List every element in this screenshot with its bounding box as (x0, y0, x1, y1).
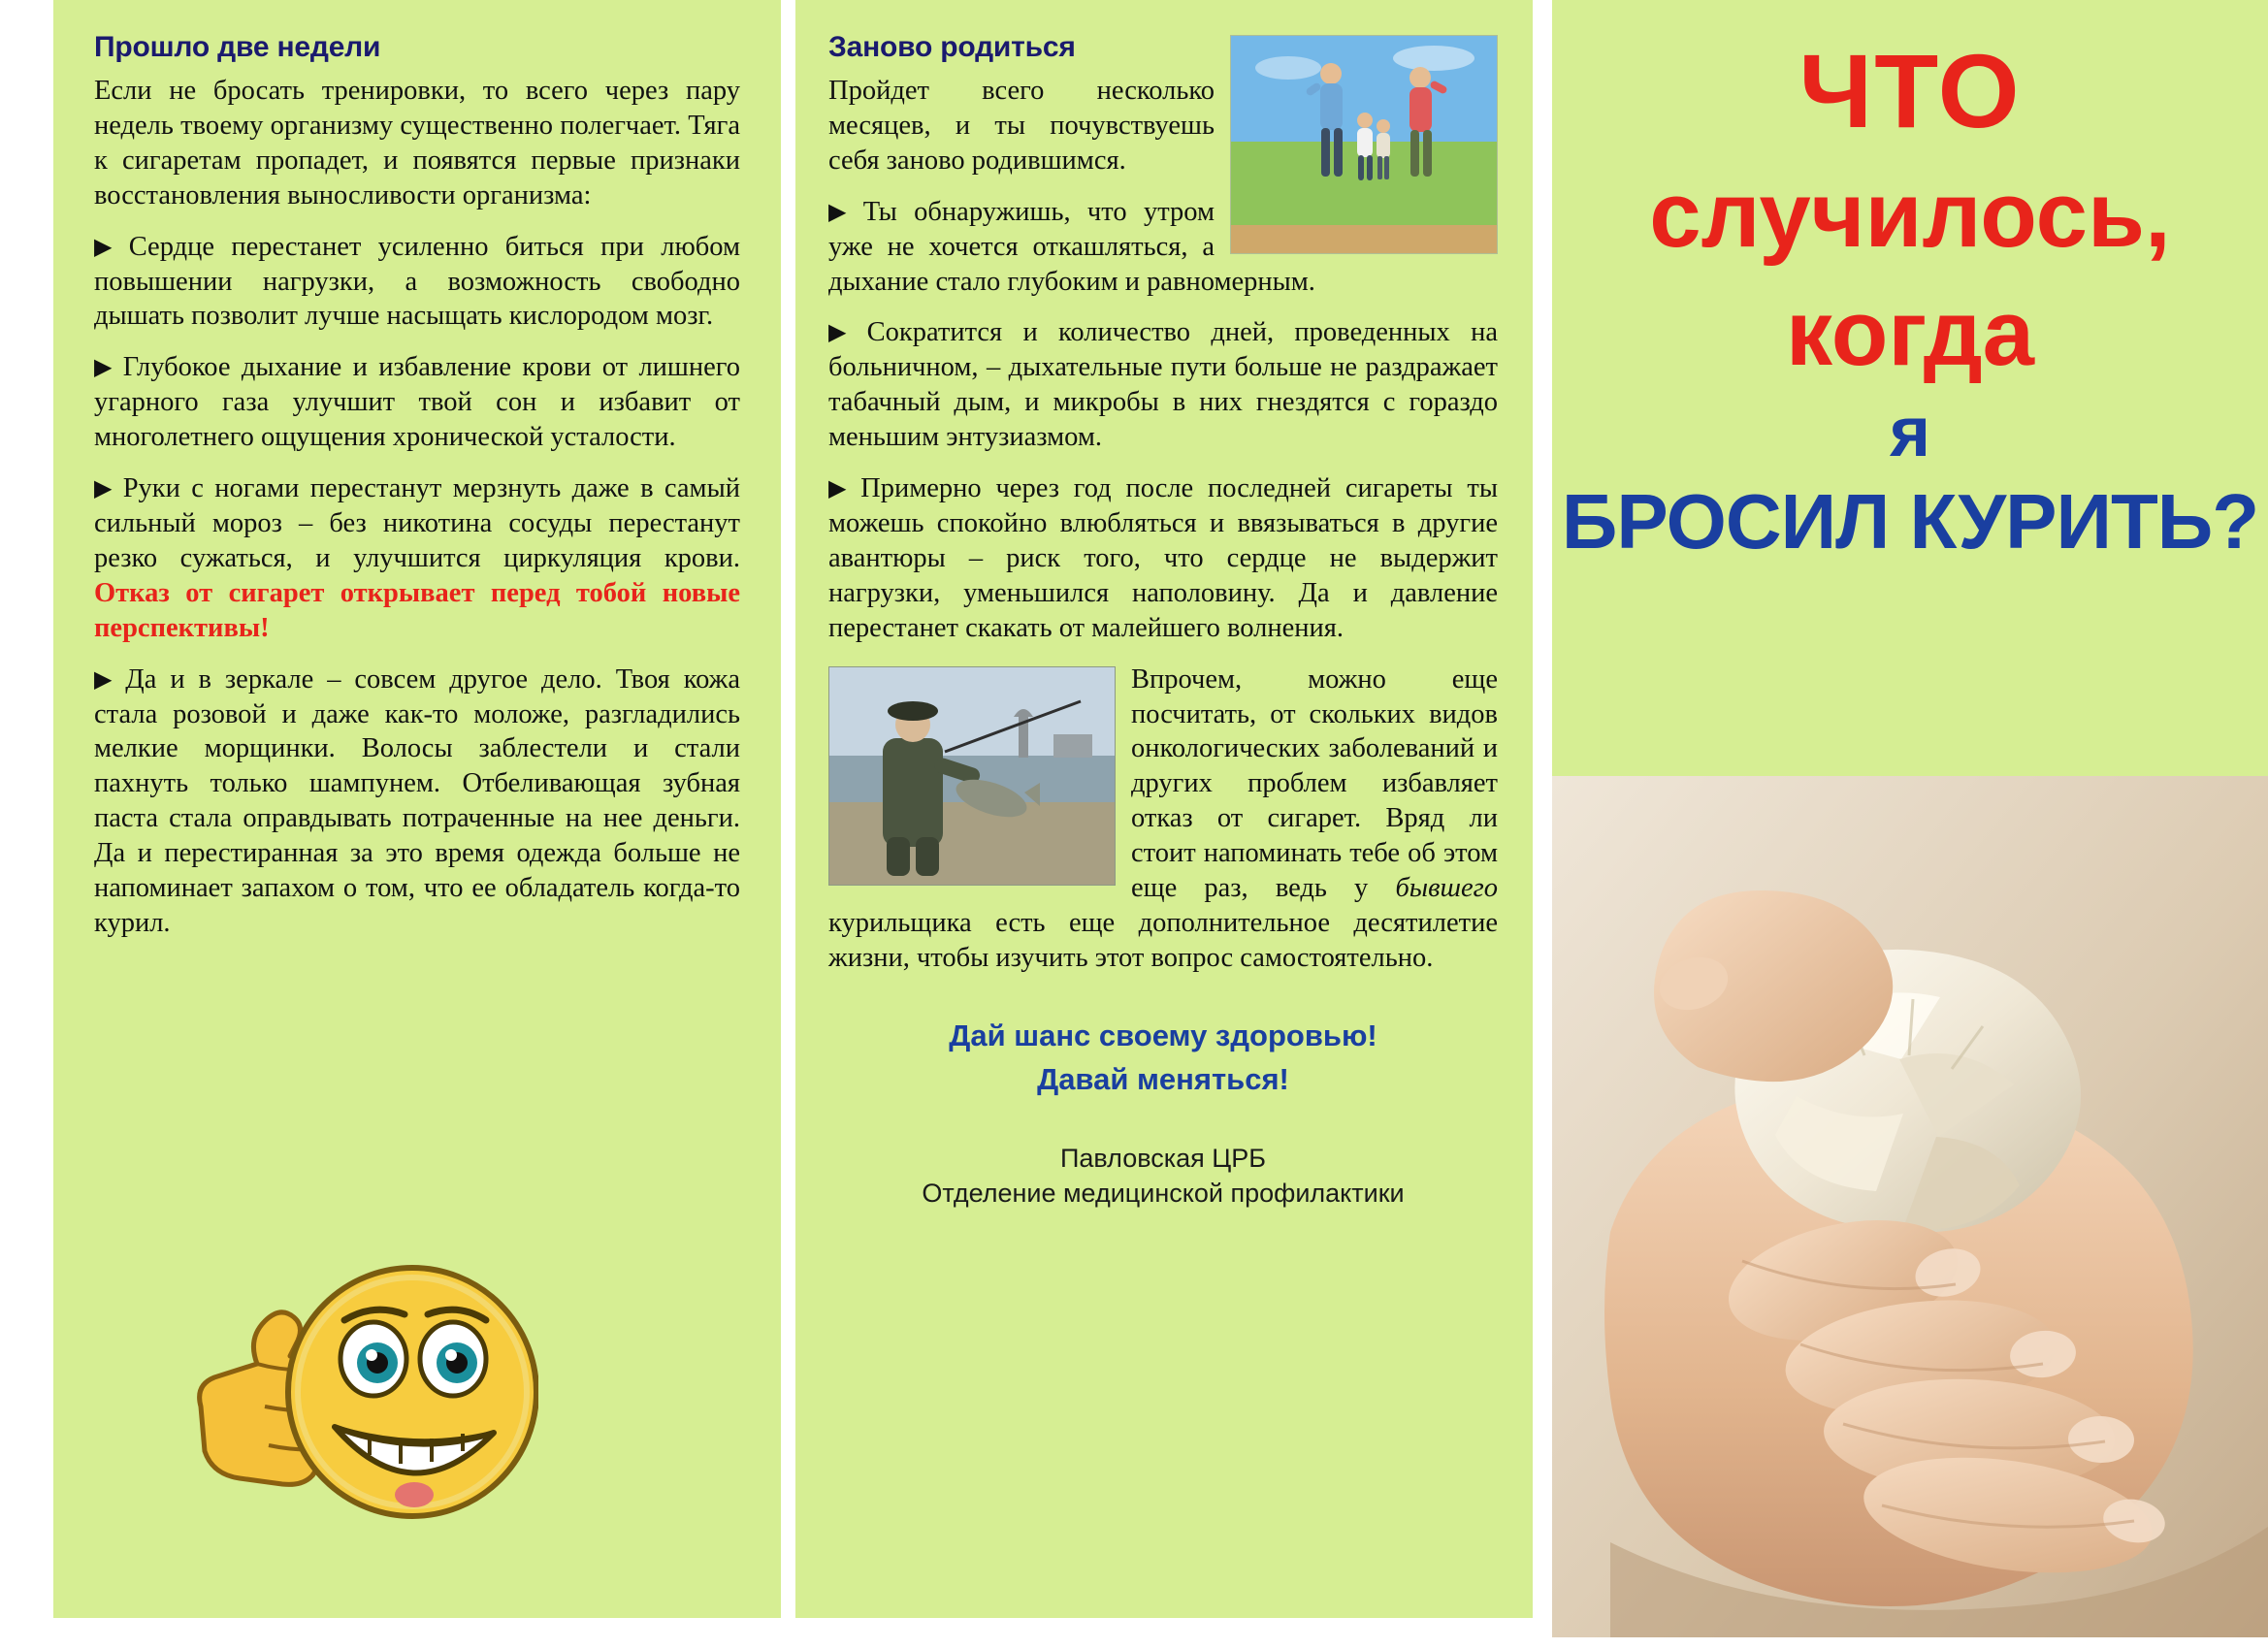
panel-left-highlight: Отказ от сигарет открывает перед тобой новые перспективы! (94, 577, 740, 643)
signature-line-2: Отделение медицинской профилактики (922, 1179, 1405, 1209)
signature-line-1: Павловская ЦРБ (1059, 1143, 1266, 1173)
signature-block (828, 1141, 1498, 1212)
closing-text-part2: курильщика есть еще дополнительное десятилетие жизни, чтобы изучить этот вопрос самостоятельно. (828, 907, 1498, 973)
bullet-marker-icon: ▶ (828, 474, 855, 502)
hands-crushing-cigarette-pack-photo (1552, 776, 2268, 1637)
smiley-thumbs-up-icon (189, 1237, 538, 1537)
panel-middle-bullet-3 (828, 471, 1498, 646)
panel-right-cover (1552, 0, 2268, 1637)
cta-block (828, 1015, 1498, 1102)
panel-middle (795, 0, 1533, 1618)
panel-middle-bullet-1-text: Ты обнаружишь, что утром уже не хочется откашляться, а дыхание стало глубоким и равномерным. (828, 196, 1315, 297)
bullet-marker-icon: ▶ (94, 232, 122, 260)
panel-middle-bullet-3-text: Примерно через год после последней сигареты ты можешь спокойно влюбляться и ввязываться в другие авантюры – риск того, что сердце не выдержит нагрузки, уменьшился наполовину. Да и давление перестанет скакать от малейшего волнения. (828, 473, 1498, 643)
closing-text-italic: бывшего (1395, 873, 1498, 904)
panel-left-intro: Если не бросать тренировки, то всего через пару недель твоему организму существенно полегчает. Тяга к сигаретам пропадет, и появятся первые признаки восстановления выносливости организма: (94, 76, 740, 210)
panel-left-bullet-1-text: Сердце перестанет усиленно биться при любом повышении нагрузки, а возможность свободно дышать позволит лучше насыщать кислородом мозг. (94, 231, 740, 332)
cover-title-line-1: ЧТО (1798, 32, 2022, 149)
panel-middle-bullet-2 (828, 315, 1498, 455)
panel-middle-heading: Заново родиться (828, 31, 1076, 63)
cover-title-line-3: когда (1785, 281, 2035, 385)
bullet-marker-icon: ▶ (828, 197, 857, 225)
panel-left-bullet-3 (94, 471, 740, 646)
bullet-marker-icon: ▶ (94, 474, 116, 502)
panel-left-bullet-1 (94, 230, 740, 335)
fisherman-with-catch-photo (828, 666, 1116, 886)
panel-left-bullet-4-text: Да и в зеркале – совсем другое дело. Твоя кожа стала розовой и даже как-то моложе, разгладились мелкие морщинки. Волосы заблестели и стали пахнуть только шампунем. Отбеливающая зубная паста стала оправдывать потраченные на нее деньги. Да и перестиранная за это время одежда больше не напоминает запахом о том, что ее обладатель когда-то курил. (94, 663, 740, 938)
panel-left-heading: Прошло две недели (94, 31, 381, 63)
panel-left (53, 0, 781, 1618)
panel-middle-intro: Пройдет всего несколько месяцев, и ты почувствуешь себя заново родившимся. (828, 76, 1215, 176)
panel-left-bullet-4 (94, 663, 740, 941)
panel-left-bullet-3-text: Руки с ногами перестанут мерзнуть даже в самый сильный мороз – без никотина сосуды перестанут резко сужаться, и улучшится циркуляция крови. (94, 473, 740, 573)
cover-title-line-2: случилось, (1649, 163, 2171, 267)
cta-line-2: Давай меняться! (1037, 1061, 1289, 1096)
cover-title-block (1552, 0, 2268, 776)
closing-text-part1: Впрочем, можно еще посчитать, от скольких видов онкологических заболеваний и других проблем избавляет отказ от сигарет. Вряд ли стоит напоминать тебе об этом еще раз, ведь у (1131, 663, 1498, 904)
panel-middle-bullet-2-text: Сократится и количество дней, проведенных на больничном, – дыхательные пути больше не раздражает табачный дым, и микробы в них гнездятся с гораздо меньшим энтузиазмом. (828, 317, 1498, 453)
bullet-marker-icon: ▶ (94, 353, 116, 381)
panel-left-bullet-2-text: Глубокое дыхание и избавление крови от лишнего угарного газа улучшит твой сон и избавит от многолетнего ощущения хронической усталости. (94, 352, 740, 453)
family-jumping-photo (1230, 35, 1498, 254)
cta-line-1: Дай шанс своему здоровью! (949, 1018, 1377, 1052)
cover-title-line-4: я (1889, 394, 1930, 471)
cover-title-line-5: БРОСИЛ КУРИТЬ? (1561, 478, 2259, 565)
bullet-marker-icon: ▶ (94, 664, 119, 693)
panel-left-bullet-2 (94, 350, 740, 455)
bullet-marker-icon: ▶ (828, 318, 860, 346)
